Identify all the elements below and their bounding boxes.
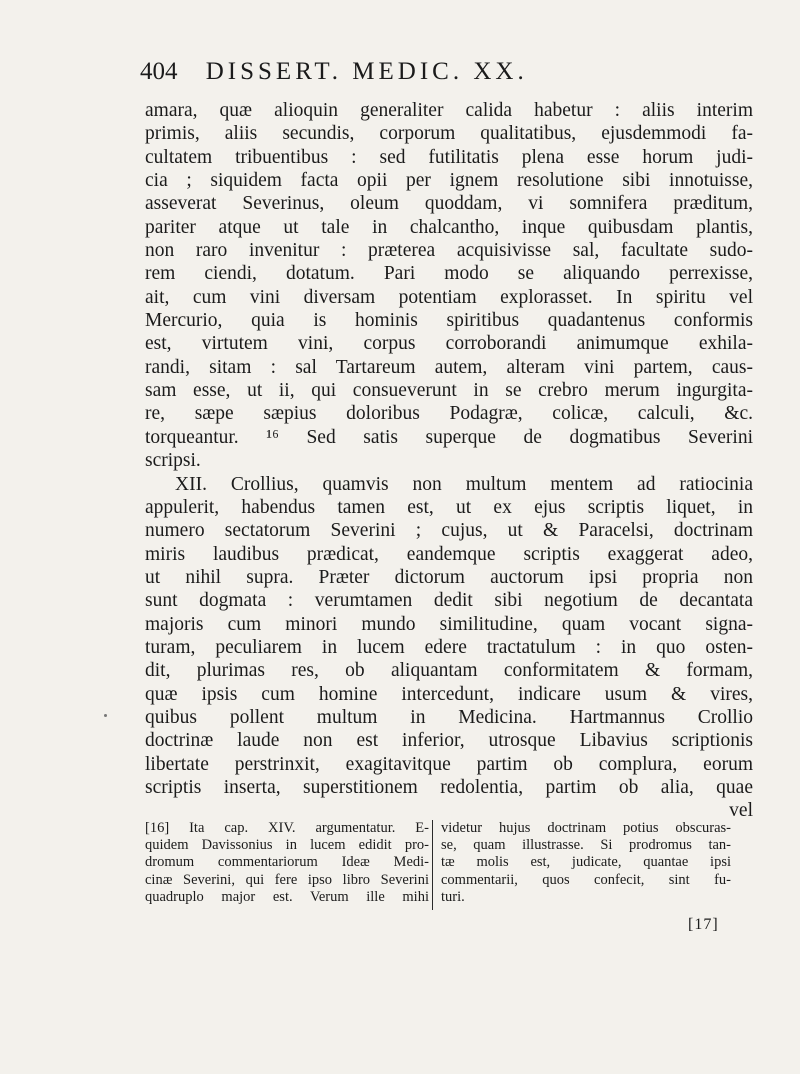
text-line: miris laudibus prædicat, eandemque scriptis exaggerat adeo, — [145, 543, 753, 565]
text-line: pariter atque ut tale in chalcantho, inque quibusdam plantis, — [145, 216, 753, 238]
column-divider — [432, 820, 433, 910]
text-line: cia ; siquidem facta opii per ignem resolutione sibi innotuisse, — [145, 170, 753, 192]
footnote-line: quadruplo major est. Verum ille mihi — [145, 888, 429, 905]
section-heading-line: XII. Crollius, quamvis non multum mentem ad ratiocinia — [175, 473, 753, 495]
running-title: DISSERT. MEDIC. XX. — [205, 58, 528, 85]
text-line: primis, aliis secundis, corporum qualitatibus, ejusdemmodi fa- — [145, 123, 753, 145]
text-line: ut nihil supra. Præter dictorum auctorum ipsi propria non — [145, 566, 753, 588]
footnote-line: tæ molis est, judicate, quantae ipsi — [441, 854, 731, 871]
footnote-line: se, quam illustrasse. Si prodromus tan- — [441, 837, 731, 854]
text-line: Mercurio, quia is hominis spiritibus quadantenus conformis — [145, 310, 753, 332]
text-line: est, virtutem vini, corpus corroborandi animumque exhila- — [145, 333, 753, 355]
footnote-line: commentarii, quos confecit, sint fu- — [441, 871, 731, 888]
running-head — [140, 58, 660, 86]
footnote-catchword: [17] — [688, 916, 719, 933]
text-line: randi, sitam : sal Tartareum autem, alteram vini partem, caus- — [145, 356, 753, 378]
text-line: dit, plurimas res, ob aliquantam conformitatem & formam, — [145, 660, 753, 682]
text-line: sunt dogmata : verumtamen dedit sibi negotium de decantata — [145, 590, 753, 612]
text-line: turam, peculiarem in lucem edere tractatulum : in quo osten- — [145, 636, 753, 658]
text-line: majoris cum minori mundo similitudine, quam vocant signa- — [145, 613, 753, 635]
text-line: re, sæpe sæpius doloribus Podagræ, colicæ, calculi, &c. — [145, 403, 753, 425]
text-line: quæ ipsis cum homine intercedunt, indicare usum & vires, — [145, 683, 753, 705]
footnote-left-column — [145, 820, 429, 906]
text-line: quibus pollent multum in Medicina. Hartmannus Crollio — [145, 706, 753, 728]
footnote-line: quidem Davissonius in lucem edidit pro- — [145, 837, 429, 854]
text-line: sam esse, ut ii, qui consueverunt in se crebro merum ingurgita- — [145, 380, 753, 402]
main-text — [145, 99, 753, 823]
text-line: rem ciendi, dotatum. Pari modo se aliquando perrexisse, — [145, 263, 753, 285]
text-line: libertate perstrinxit, exagitavitque partim ob complura, eorum — [145, 753, 753, 775]
footnote-right-column — [441, 820, 731, 906]
text-line: scriptis inserta, superstitionem redolentia, partim ob alia, quae — [145, 776, 753, 798]
text-line: non raro invenitur : præterea acquisivisse sal, facultate sudo- — [145, 240, 753, 262]
footnote-line: dromum commentariorum Ideæ Medi- — [145, 854, 429, 871]
text-line: amara, quæ alioquin generaliter calida habetur : aliis interim — [145, 100, 753, 121]
footnote-line: turi. — [441, 888, 465, 905]
footnote-line: cinæ Severini, qui fere ipso libro Severini — [145, 871, 429, 888]
text-line: numero sectatorum Severini ; cujus, ut & Paracelsi, doctrinam — [145, 520, 753, 542]
footnote-line: videtur hujus doctrinam potius obscuras- — [441, 820, 731, 836]
text-line: cultatem tribuentibus : sed futilitatis plena esse horum judi- — [145, 146, 753, 168]
text-line: ait, cum vini diversam potentiam explorasset. In spiritu vel — [145, 286, 753, 308]
text-line: appulerit, habendus tamen est, ut ex ejus scriptis liquet, in — [145, 496, 753, 518]
footnote-line: [16] Ita cap. XIV. argumentatur. E- — [145, 820, 429, 836]
paper-speck — [104, 714, 107, 717]
text-line: torqueantur. ¹⁶ Sed satis superque de dogmatibus Severini — [145, 426, 753, 448]
text-line: scripsi. — [145, 450, 201, 472]
page-catchword-line: vel — [729, 800, 753, 822]
text-line: asseverat Severinus, oleum quoddam, vi somnifera præditum, — [145, 193, 753, 215]
text-line: doctrinæ laude non est inferior, utrosque Libavius scriptionis — [145, 730, 753, 752]
page-number: 404 — [140, 58, 178, 85]
